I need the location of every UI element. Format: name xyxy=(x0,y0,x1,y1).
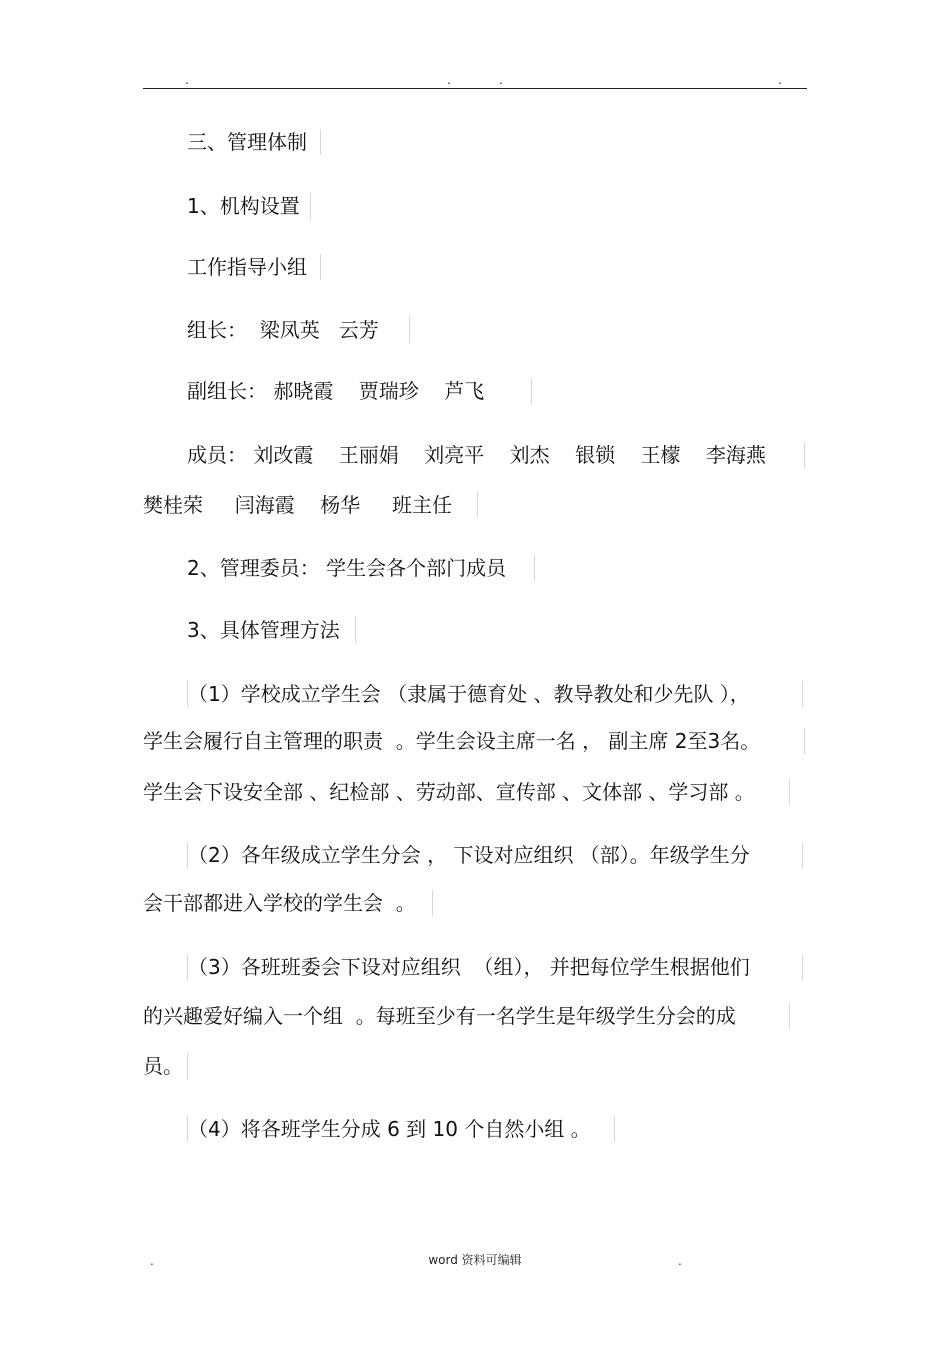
group-title: 工作指导小组 xyxy=(187,254,321,280)
header-dot: . xyxy=(447,73,451,87)
section-heading: 三、管理体制 xyxy=(187,129,321,155)
footer-dot: . xyxy=(150,1254,154,1268)
subsection-heading: 1、机构设置 xyxy=(187,193,311,219)
paragraph-line: 的兴趣爱好编入一个组 。每班至少有一名学生是年级学生分会的成 xyxy=(143,1003,790,1029)
paragraph-line: 会干部都进入学校的学生会 。 xyxy=(143,890,433,916)
header-dot: . xyxy=(778,73,782,87)
subsection-heading: 3、具体管理方法 xyxy=(187,617,356,643)
deputy-leader-line: 副组长： 郝晓霞 贾瑞珍 芦飞 xyxy=(187,378,532,404)
leader-line: 组长： 梁凤英 云芳 xyxy=(187,317,410,343)
paragraph-line: （1）学校成立学生会 （隶属于德育处 、教导教处和少先队 ）， xyxy=(187,681,803,707)
management-committee-line: 2、管理委员： 学生会各个部门成员 xyxy=(187,555,535,581)
footer-dot: . xyxy=(678,1254,682,1268)
paragraph-line: （3）各班班委会下设对应组织 （组）， 并把每位学生根据他们 xyxy=(187,954,803,980)
paragraph-line: （2）各年级成立学生分会 ， 下设对应组织 （部）。年级学生分 xyxy=(187,842,803,868)
header-dot: . xyxy=(185,73,189,87)
header-rule xyxy=(143,88,807,89)
paragraph-line: 学生会履行自主管理的职责 。学生会设主席一名 ， 副主席 2至3名。 xyxy=(143,728,805,754)
members-line: 成员： 刘改霞 王丽娟 刘亮平 刘杰 银锁 王檬 李海燕 xyxy=(187,442,805,468)
members-line-continued: 樊桂荣 闫海霞 杨华 班主任 xyxy=(143,492,478,518)
footer-text: word 资料可编辑 xyxy=(428,1253,522,1267)
header-dot: . xyxy=(499,73,503,87)
paragraph-line: （4）将各班学生分成 6 到 10 个自然小组 。 xyxy=(187,1116,615,1142)
paragraph-line: 员。 xyxy=(143,1053,188,1079)
paragraph-line: 学生会下设安全部 、纪检部 、劳动部、宣传部 、文体部 、学习部 。 xyxy=(143,779,790,805)
